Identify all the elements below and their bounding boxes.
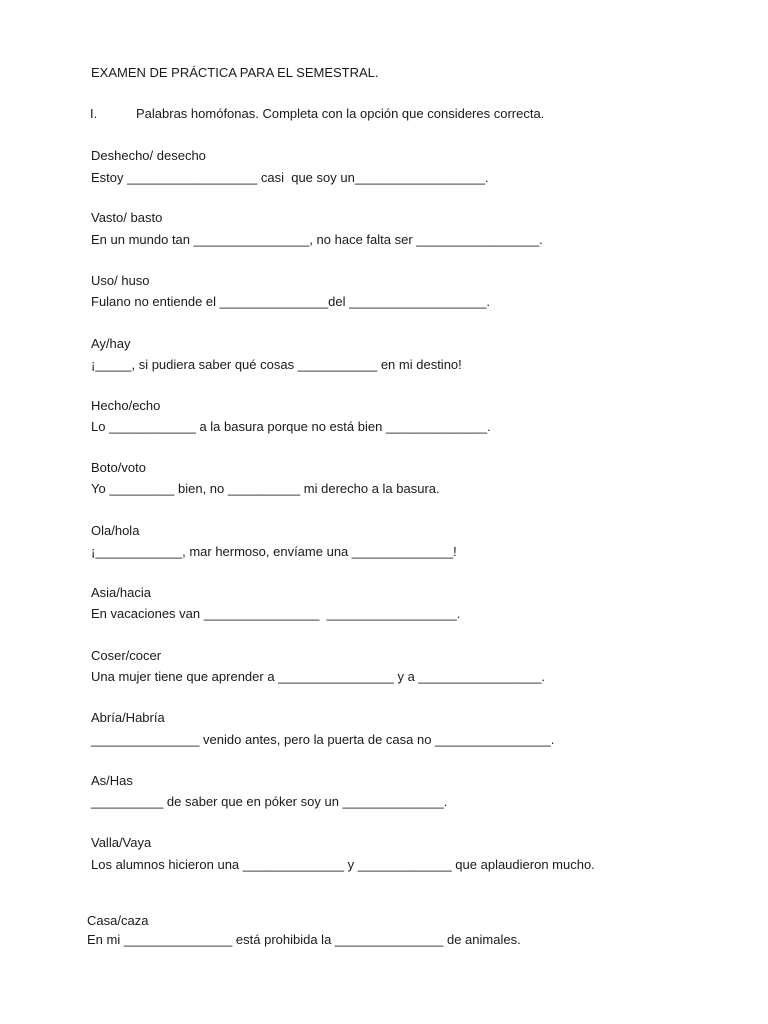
exercise-sentence: Estoy __________________ casi que soy un__________________. (91, 170, 489, 185)
exercise-sentence: Fulano no entiende el _______________del ___________________. (91, 294, 491, 309)
exercise-sentence: En mi _______________ está prohibida la _______________ de animales. (87, 932, 521, 947)
exercise-pair: Ola/hola (91, 523, 140, 538)
exercise-pair: Hecho/echo (91, 398, 161, 413)
exercise-pair: As/Has (91, 773, 133, 788)
exercise-pair: Coser/cocer (91, 648, 162, 663)
exercise-sentence: Lo ____________ a la basura porque no está bien ______________. (91, 419, 491, 434)
exercise-sentence: ¡_____, si pudiera saber qué cosas ___________ en mi destino! (91, 357, 462, 372)
exercise-pair: Ay/hay (91, 336, 131, 351)
exercise-pair: Uso/ huso (91, 273, 150, 288)
exercise-pair: Deshecho/ desecho (91, 148, 206, 163)
exercise-sentence: En un mundo tan ________________, no hace falta ser _________________. (91, 232, 543, 247)
exercise-sentence: Yo _________ bien, no __________ mi derecho a la basura. (91, 481, 440, 496)
exercise-pair: Abría/Habría (91, 710, 165, 725)
exercise-pair: Boto/voto (91, 460, 146, 475)
page-title: EXAMEN DE PRÁCTICA PARA EL SEMESTRAL. (91, 65, 379, 80)
exercise-sentence: ¡____________, mar hermoso, envíame una ______________! (91, 544, 457, 559)
exercise-sentence: Los alumnos hicieron una ______________ y _____________ que aplaudieron mucho. (91, 857, 595, 872)
exercise-sentence: _______________ venido antes, pero la puerta de casa no ________________. (91, 732, 555, 747)
exercise-sentence: Una mujer tiene que aprender a ________________ y a _________________. (91, 669, 545, 684)
section-instruction: Palabras homófonas. Completa con la opción que consideres correcta. (136, 106, 545, 121)
exercise-pair: Vasto/ basto (91, 210, 163, 225)
section-number: I. (90, 106, 98, 121)
exercise-pair: Asia/hacia (91, 585, 151, 600)
exercise-pair: Casa/caza (87, 913, 149, 928)
exercise-sentence: En vacaciones van ________________ __________________. (91, 606, 461, 621)
exercise-pair: Valla/Vaya (91, 835, 152, 850)
exercise-sentence: __________ de saber que en póker soy un ______________. (91, 794, 448, 809)
